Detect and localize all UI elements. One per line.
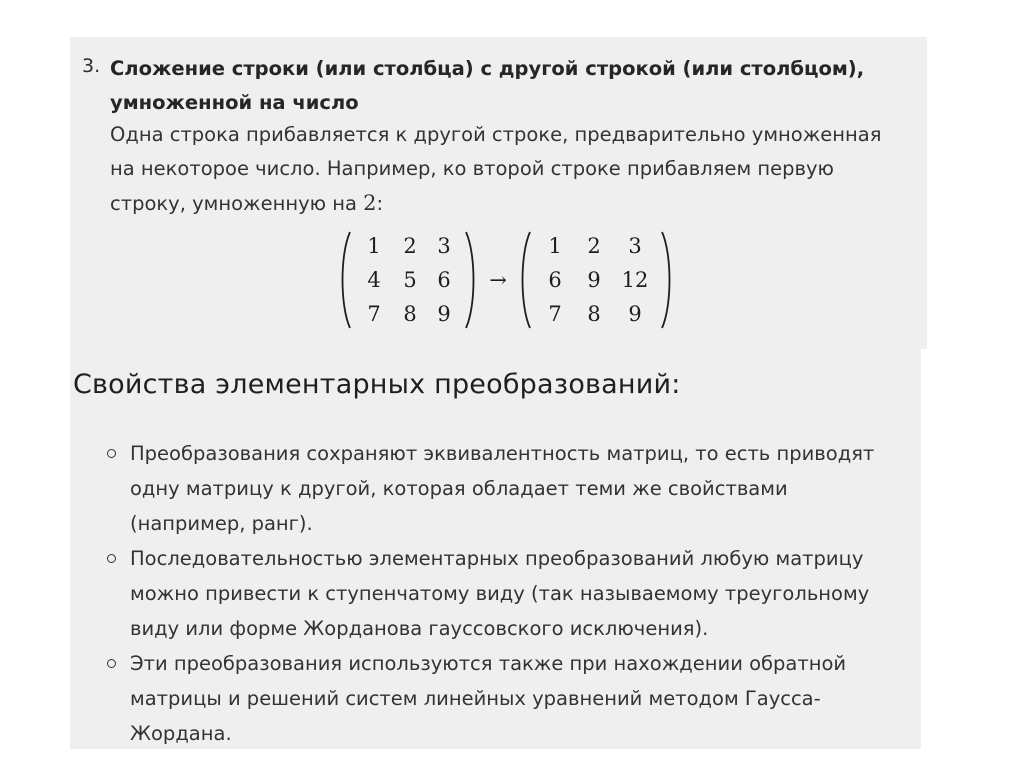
matrix-equation [338, 230, 674, 330]
matrix-cell: 3 [437, 234, 451, 258]
matrix-cell: 12 [621, 268, 649, 292]
properties-list [107, 436, 907, 751]
matrix-cell: 5 [403, 268, 417, 292]
right-parenthesis [464, 230, 478, 330]
list-item-text: Последовательностью элементарных преобразований любую матрицу можно привести к ступенчатому виду (так называемому треугольному виду или форме Жорданова гауссовского исключения). [130, 547, 870, 640]
section-heading: Свойства элементарных преобразований: [73, 369, 681, 400]
item-description-text: Одна строка прибавляется к другой строке, предварительно умноженная на некоторое число. Например, ко второй строке прибавляем первую строку, умноженную на [110, 123, 882, 215]
matrix-cell: 3 [628, 234, 642, 258]
list-item [107, 436, 907, 541]
matrix-cell: 1 [367, 234, 381, 258]
matrix-cell: 6 [437, 268, 451, 292]
slide-background-notch [921, 37, 927, 349]
item-multiplier: 2 [363, 191, 377, 215]
list-item-text: Эти преобразования используются также при нахождении обратной матрицы и решений систем линейных уравнений методом Гаусса-Жордана. [130, 652, 847, 745]
matrix-cell: 8 [403, 302, 417, 326]
circle-bullet-icon [107, 554, 116, 563]
list-item [107, 541, 907, 646]
matrix-cell: 1 [548, 234, 562, 258]
matrix-cell: 6 [548, 268, 562, 292]
right-arrow-icon: → [489, 268, 507, 292]
matrix-cell: 2 [403, 234, 417, 258]
matrix-cell: 9 [587, 268, 601, 292]
list-item [107, 646, 907, 751]
matrix-cell: 7 [367, 302, 381, 326]
matrix-cell: 9 [628, 302, 642, 326]
matrix-cell: 8 [587, 302, 601, 326]
item-description [110, 118, 910, 221]
item-description-end: : [376, 192, 384, 215]
left-parenthesis [338, 230, 352, 330]
item-number: 3. [82, 55, 101, 77]
matrix-cell: 2 [587, 234, 601, 258]
right-parenthesis [660, 230, 674, 330]
matrix-cell: 7 [548, 302, 562, 326]
item-title: Сложение строки (или столбца) с другой строкой (или столбцом), умноженной на число [110, 57, 865, 114]
matrix-cell: 4 [367, 268, 381, 292]
matrix-cell: 9 [437, 302, 451, 326]
matrix-result [518, 230, 674, 330]
circle-bullet-icon [107, 659, 116, 668]
circle-bullet-icon [107, 449, 116, 458]
matrix-original [338, 230, 478, 330]
list-item-text: Преобразования сохраняют эквивалентность матриц, то есть приводят одну матрицу к другой, которая обладает теми же свойствами (например, ранг). [130, 442, 875, 535]
left-parenthesis [518, 230, 532, 330]
